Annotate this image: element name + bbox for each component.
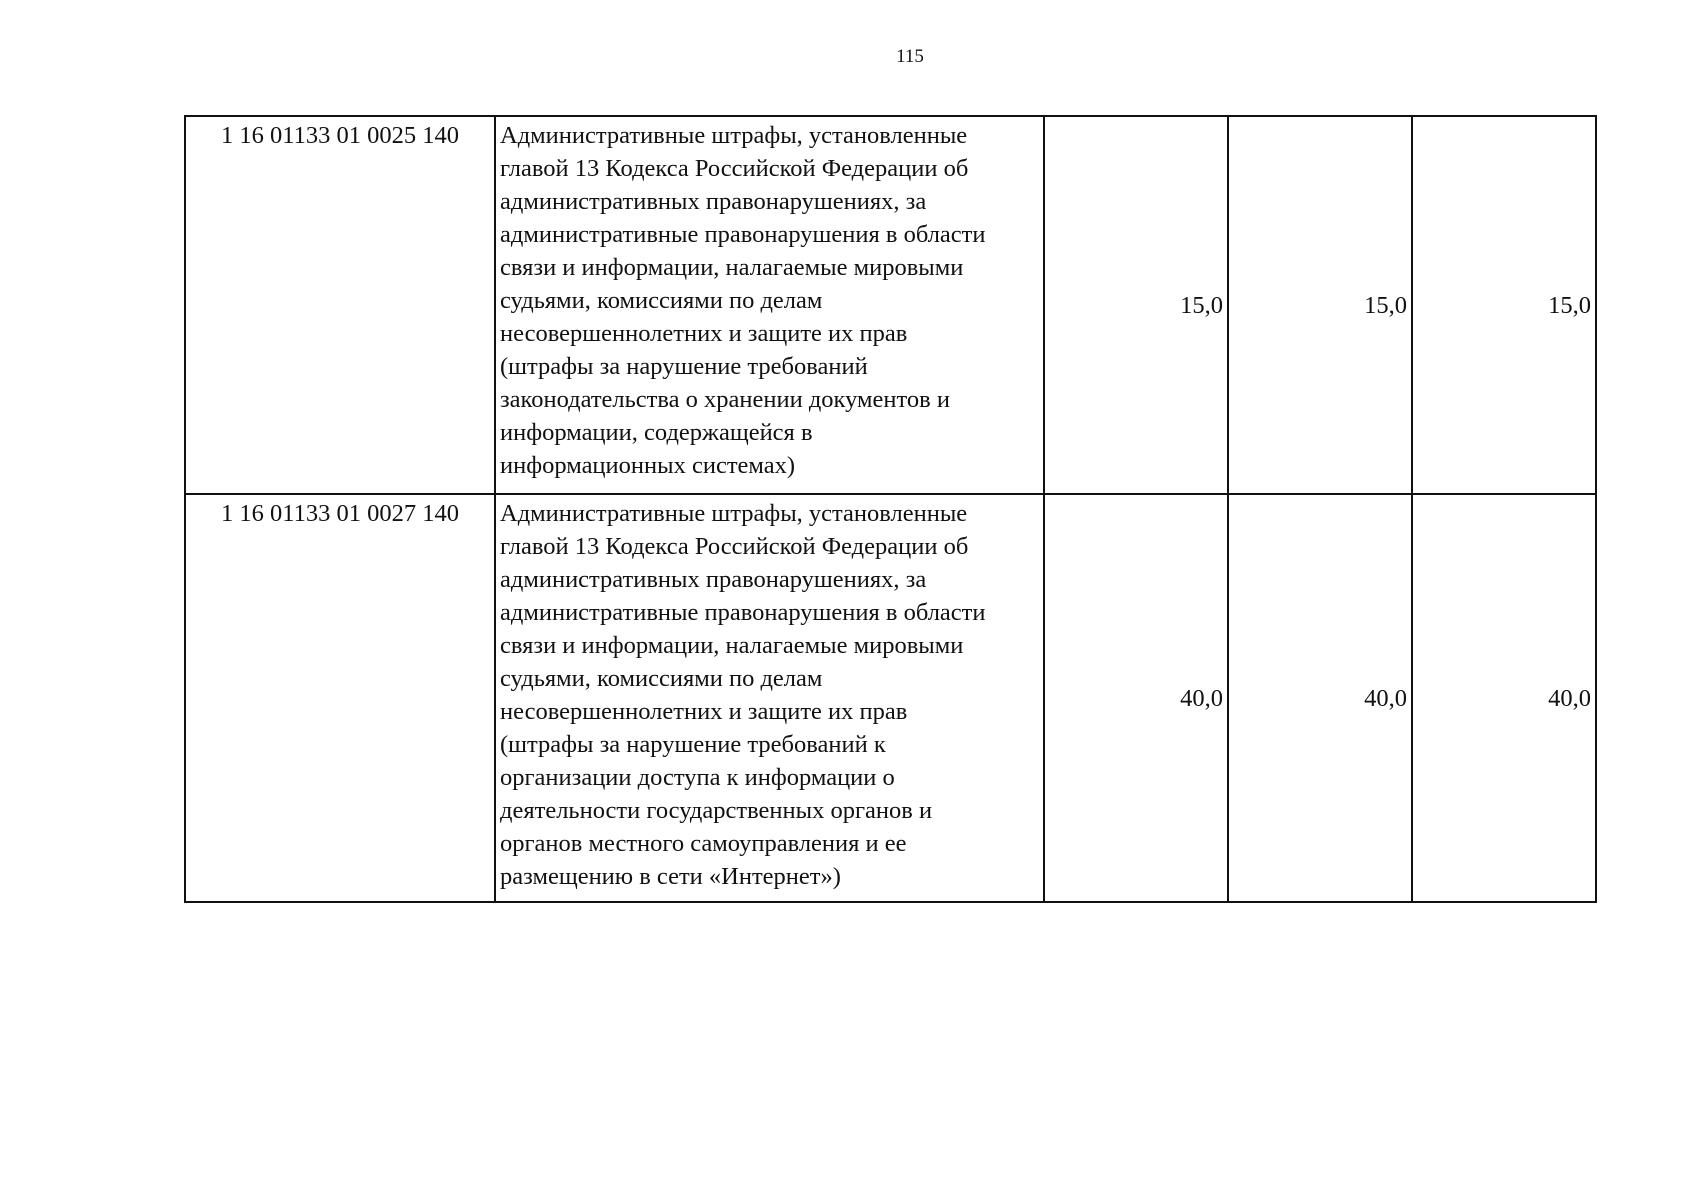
description-line: административные правонарушения в области (500, 221, 986, 248)
revenue-table (184, 115, 1597, 903)
table-row (185, 116, 1596, 494)
description-line: главой 13 Кодекса Российской Федерации об (500, 533, 969, 560)
description-line: информации, содержащейся в (500, 419, 813, 446)
value-year-1: 40,0 (1044, 494, 1228, 902)
description-line: организации доступа к информации о (500, 764, 895, 791)
description-line: несовершеннолетних и защите их прав (500, 320, 908, 347)
description-line: административных правонарушениях, за (500, 566, 927, 593)
value-year-2: 40,0 (1228, 494, 1412, 902)
description-line: административных правонарушениях, за (500, 188, 927, 215)
description-line: деятельности государственных органов и (500, 797, 933, 824)
description-line: (штрафы за нарушение требований к (500, 731, 886, 758)
description-line: связи и информации, налагаемые мировыми (500, 254, 964, 281)
budget-code: 1 16 01133 01 0025 140 (185, 116, 495, 494)
description-line: судьями, комиссиями по делам (500, 665, 823, 692)
description-line: информационных системах) (500, 452, 796, 479)
value-year-3: 40,0 (1412, 494, 1596, 902)
description-line: (штрафы за нарушение требований (500, 353, 868, 380)
description-line: размещению в сети «Интернет») (500, 863, 841, 890)
description-line: Административные штрафы, установленные (500, 500, 968, 527)
value-year-2: 15,0 (1228, 116, 1412, 494)
description-line: административные правонарушения в области (500, 599, 986, 626)
description-line: несовершеннолетних и защите их прав (500, 698, 908, 725)
value-year-1: 15,0 (1044, 116, 1228, 494)
revenue-description (495, 494, 1044, 902)
revenue-description (495, 116, 1044, 494)
description-line: органов местного самоуправления и ее (500, 830, 907, 857)
value-year-3: 15,0 (1412, 116, 1596, 494)
description-line: законодательства о хранении документов и (500, 386, 950, 413)
budget-code: 1 16 01133 01 0027 140 (185, 494, 495, 902)
description-line: главой 13 Кодекса Российской Федерации об (500, 155, 969, 182)
description-line: связи и информации, налагаемые мировыми (500, 632, 964, 659)
description-line: Административные штрафы, установленные (500, 122, 968, 149)
page-number: 115 (896, 46, 924, 67)
description-line: судьями, комиссиями по делам (500, 287, 823, 314)
table-row (185, 494, 1596, 902)
